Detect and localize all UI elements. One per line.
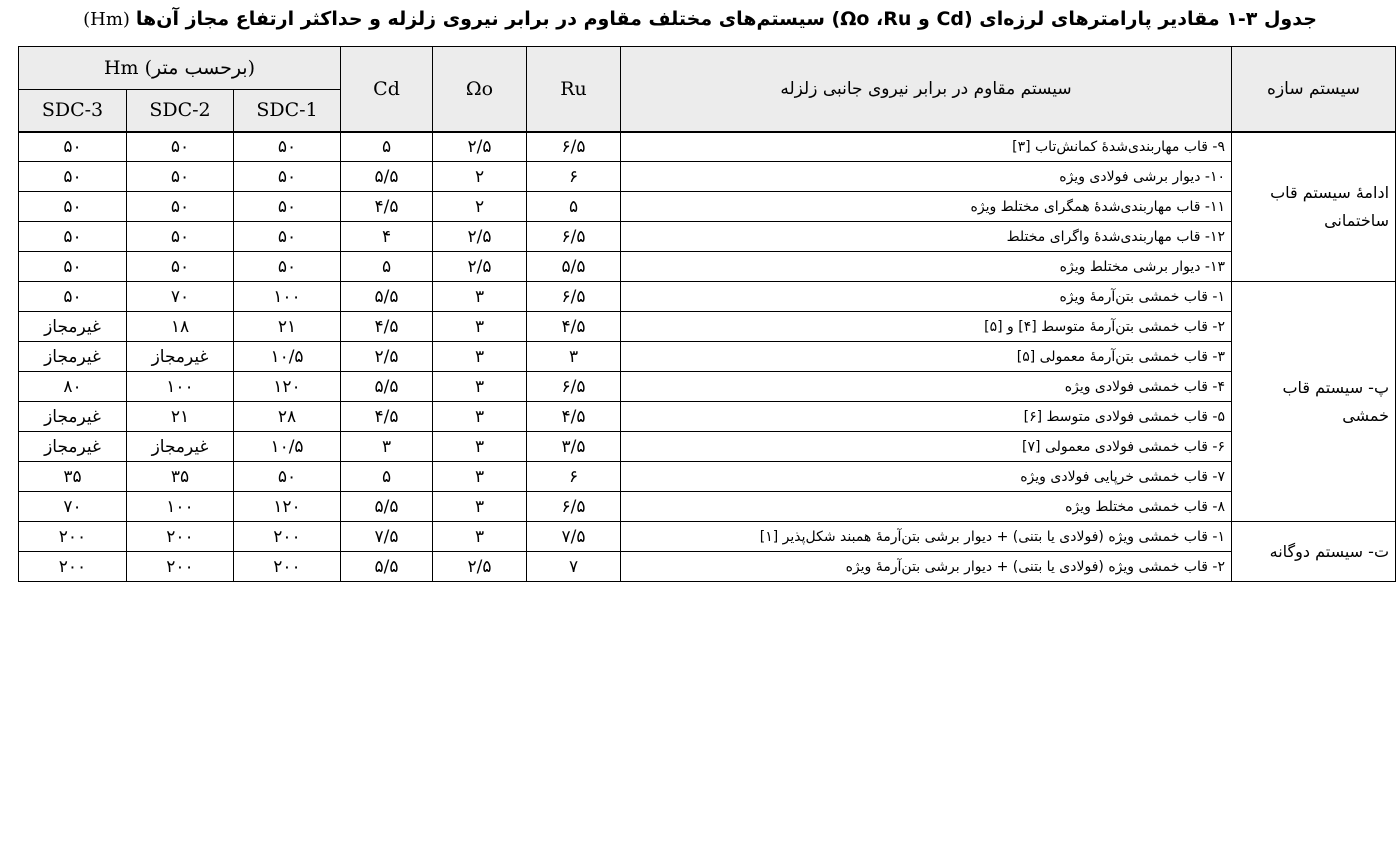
omega-cell: ۳ bbox=[433, 372, 527, 402]
cd-cell: ۵/۵ bbox=[341, 372, 433, 402]
cd-cell: ۵/۵ bbox=[341, 552, 433, 582]
sdc3-cell: ۷۰ bbox=[19, 492, 127, 522]
sdc3-cell: ۵۰ bbox=[19, 282, 127, 312]
sdc2-cell: ۱۰۰ bbox=[127, 372, 234, 402]
table-row bbox=[19, 192, 1396, 222]
table-row bbox=[19, 552, 1396, 582]
omega-cell: ۲/۵ bbox=[433, 552, 527, 582]
sdc1-cell: ۵۰ bbox=[234, 462, 341, 492]
sdc1-cell: ۲۱ bbox=[234, 312, 341, 342]
omega-cell: ۳ bbox=[433, 522, 527, 552]
table-row bbox=[19, 342, 1396, 372]
omega-cell: ۳ bbox=[433, 432, 527, 462]
omega-cell: ۲/۵ bbox=[433, 132, 527, 162]
omega-cell: ۲ bbox=[433, 162, 527, 192]
caption-text: جدول ۳-۱ مقادیر پارامترهای لرزه‌ای (Cd و Ωo ،Ru) سیستم‌های مختلف مقاوم در برابر نیروی زلزله و حداکثر ارتفاع مجاز آن‌ها bbox=[135, 8, 1317, 30]
structure-system-header: سیستم سازه bbox=[1232, 47, 1396, 132]
system-cell: ۲- قاب خمشی بتن‌آرمهٔ متوسط [۴] و [۵] bbox=[621, 312, 1232, 342]
system-cell: ۲- قاب خمشی ویژه (فولادی یا بتنی) + دیوار برشی بتن‌آرمهٔ ویژه bbox=[621, 552, 1232, 582]
sdc3-cell: ۵۰ bbox=[19, 252, 127, 282]
system-cell: ۹- قاب مهاربندی‌شدهٔ کمانش‌تاب [۳] bbox=[621, 132, 1232, 162]
sdc2-header: SDC-2 bbox=[127, 90, 234, 132]
ru-cell: ۵ bbox=[527, 192, 621, 222]
sdc3-cell: غیرمجاز bbox=[19, 432, 127, 462]
sdc1-cell: ۱۰/۵ bbox=[234, 432, 341, 462]
sdc1-cell: ۵۰ bbox=[234, 252, 341, 282]
table-row bbox=[19, 132, 1396, 162]
ru-cell: ۷/۵ bbox=[527, 522, 621, 552]
table-body bbox=[19, 132, 1396, 582]
system-cell: ۸- قاب خمشی مختلط ویژه bbox=[621, 492, 1232, 522]
sdc1-cell: ۵۰ bbox=[234, 162, 341, 192]
sdc3-cell: ۵۰ bbox=[19, 222, 127, 252]
caption-hm: (Hm) bbox=[83, 8, 130, 30]
ru-cell: ۶/۵ bbox=[527, 132, 621, 162]
table-row bbox=[19, 252, 1396, 282]
cd-cell: ۴ bbox=[341, 222, 433, 252]
seismic-parameters-table bbox=[18, 46, 1396, 582]
system-cell: ۱۱- قاب مهاربندی‌شدهٔ همگرای مختلط ویژه bbox=[621, 192, 1232, 222]
sdc2-cell: ۵۰ bbox=[127, 162, 234, 192]
cd-cell: ۵ bbox=[341, 462, 433, 492]
ru-header: Ru bbox=[527, 47, 621, 132]
ru-cell: ۶ bbox=[527, 162, 621, 192]
sdc3-cell: غیرمجاز bbox=[19, 312, 127, 342]
sdc2-cell: غیرمجاز bbox=[127, 432, 234, 462]
cd-cell: ۵/۵ bbox=[341, 492, 433, 522]
ru-cell: ۴/۵ bbox=[527, 312, 621, 342]
system-cell: ۱۰- دیوار برشی فولادی ویژه bbox=[621, 162, 1232, 192]
ru-cell: ۶/۵ bbox=[527, 372, 621, 402]
system-cell: ۱- قاب خمشی بتن‌آرمهٔ ویژه bbox=[621, 282, 1232, 312]
sdc1-cell: ۲۰۰ bbox=[234, 522, 341, 552]
cd-cell: ۵/۵ bbox=[341, 162, 433, 192]
sdc1-cell: ۱۲۰ bbox=[234, 372, 341, 402]
sdc2-cell: ۲۰۰ bbox=[127, 522, 234, 552]
sdc1-cell: ۱۰۰ bbox=[234, 282, 341, 312]
ru-cell: ۶ bbox=[527, 462, 621, 492]
sdc2-cell: ۲۱ bbox=[127, 402, 234, 432]
omega-cell: ۳ bbox=[433, 462, 527, 492]
system-cell: ۴- قاب خمشی فولادی ویژه bbox=[621, 372, 1232, 402]
sdc2-cell: ۲۰۰ bbox=[127, 552, 234, 582]
sdc2-cell: ۷۰ bbox=[127, 282, 234, 312]
table-row bbox=[19, 402, 1396, 432]
sdc1-cell: ۵۰ bbox=[234, 222, 341, 252]
table-row bbox=[19, 312, 1396, 342]
sdc1-cell: ۲۸ bbox=[234, 402, 341, 432]
sdc3-header: SDC-3 bbox=[19, 90, 127, 132]
group-label-cell: ادامهٔ سیستم قاب ساختمانی bbox=[1232, 132, 1396, 282]
cd-cell: ۴/۵ bbox=[341, 402, 433, 432]
omega-cell: ۳ bbox=[433, 402, 527, 432]
table-row bbox=[19, 522, 1396, 552]
sdc1-cell: ۱۰/۵ bbox=[234, 342, 341, 372]
sdc3-cell: غیرمجاز bbox=[19, 342, 127, 372]
sdc1-cell: ۲۰۰ bbox=[234, 552, 341, 582]
ru-cell: ۶/۵ bbox=[527, 282, 621, 312]
sdc3-cell: ۵۰ bbox=[19, 132, 127, 162]
table-row bbox=[19, 492, 1396, 522]
cd-cell: ۲/۵ bbox=[341, 342, 433, 372]
system-cell: ۱۳- دیوار برشی مختلط ویژه bbox=[621, 252, 1232, 282]
sdc3-cell: ۵۰ bbox=[19, 192, 127, 222]
omega-cell: ۲ bbox=[433, 192, 527, 222]
sdc3-cell: ۵۰ bbox=[19, 162, 127, 192]
sdc1-cell: ۵۰ bbox=[234, 192, 341, 222]
table-row bbox=[19, 282, 1396, 312]
system-cell: ۳- قاب خمشی بتن‌آرمهٔ معمولی [۵] bbox=[621, 342, 1232, 372]
system-cell: ۷- قاب خمشی خرپایی فولادی ویژه bbox=[621, 462, 1232, 492]
table-row bbox=[19, 162, 1396, 192]
system-cell: ۱- قاب خمشی ویژه (فولادی یا بتنی) + دیوار برشی بتن‌آرمهٔ همبند شکل‌پذیر [۱] bbox=[621, 522, 1232, 552]
table-caption bbox=[0, 0, 1400, 38]
sdc2-cell: ۵۰ bbox=[127, 222, 234, 252]
table-row bbox=[19, 222, 1396, 252]
hm-group-header: Hm (برحسب متر) bbox=[19, 47, 341, 90]
cd-cell: ۵ bbox=[341, 132, 433, 162]
resisting-system-header: سیستم مقاوم در برابر نیروی جانبی زلزله bbox=[621, 47, 1232, 132]
sdc1-cell: ۵۰ bbox=[234, 132, 341, 162]
omega-cell: ۲/۵ bbox=[433, 222, 527, 252]
sdc2-cell: غیرمجاز bbox=[127, 342, 234, 372]
cd-cell: ۴/۵ bbox=[341, 192, 433, 222]
sdc1-cell: ۱۲۰ bbox=[234, 492, 341, 522]
sdc3-cell: ۲۰۰ bbox=[19, 552, 127, 582]
sdc2-cell: ۵۰ bbox=[127, 252, 234, 282]
ru-cell: ۵/۵ bbox=[527, 252, 621, 282]
omega-cell: ۳ bbox=[433, 342, 527, 372]
sdc3-cell: ۲۰۰ bbox=[19, 522, 127, 552]
sdc2-cell: ۱۸ bbox=[127, 312, 234, 342]
sdc2-cell: ۱۰۰ bbox=[127, 492, 234, 522]
omega-header: Ωo bbox=[433, 47, 527, 132]
table-row bbox=[19, 372, 1396, 402]
group-label-cell: پ- سیستم قاب خمشی bbox=[1232, 282, 1396, 522]
table-row bbox=[19, 432, 1396, 462]
ru-cell: ۴/۵ bbox=[527, 402, 621, 432]
group-label-cell: ت- سیستم دوگانه bbox=[1232, 522, 1396, 582]
sdc3-cell: غیرمجاز bbox=[19, 402, 127, 432]
cd-cell: ۵/۵ bbox=[341, 282, 433, 312]
omega-cell: ۳ bbox=[433, 492, 527, 522]
sdc2-cell: ۳۵ bbox=[127, 462, 234, 492]
cd-cell: ۷/۵ bbox=[341, 522, 433, 552]
omega-cell: ۲/۵ bbox=[433, 252, 527, 282]
omega-cell: ۳ bbox=[433, 312, 527, 342]
sdc2-cell: ۵۰ bbox=[127, 192, 234, 222]
table-row bbox=[19, 462, 1396, 492]
sdc2-cell: ۵۰ bbox=[127, 132, 234, 162]
system-cell: ۱۲- قاب مهاربندی‌شدهٔ واگرای مختلط bbox=[621, 222, 1232, 252]
cd-cell: ۳ bbox=[341, 432, 433, 462]
ru-cell: ۷ bbox=[527, 552, 621, 582]
cd-cell: ۴/۵ bbox=[341, 312, 433, 342]
system-cell: ۵- قاب خمشی فولادی متوسط [۶] bbox=[621, 402, 1232, 432]
cd-header: Cd bbox=[341, 47, 433, 132]
omega-cell: ۳ bbox=[433, 282, 527, 312]
ru-cell: ۳/۵ bbox=[527, 432, 621, 462]
ru-cell: ۳ bbox=[527, 342, 621, 372]
sdc1-header: SDC-1 bbox=[234, 90, 341, 132]
sdc3-cell: ۸۰ bbox=[19, 372, 127, 402]
system-cell: ۶- قاب خمشی فولادی معمولی [۷] bbox=[621, 432, 1232, 462]
ru-cell: ۶/۵ bbox=[527, 222, 621, 252]
sdc3-cell: ۳۵ bbox=[19, 462, 127, 492]
ru-cell: ۶/۵ bbox=[527, 492, 621, 522]
cd-cell: ۵ bbox=[341, 252, 433, 282]
